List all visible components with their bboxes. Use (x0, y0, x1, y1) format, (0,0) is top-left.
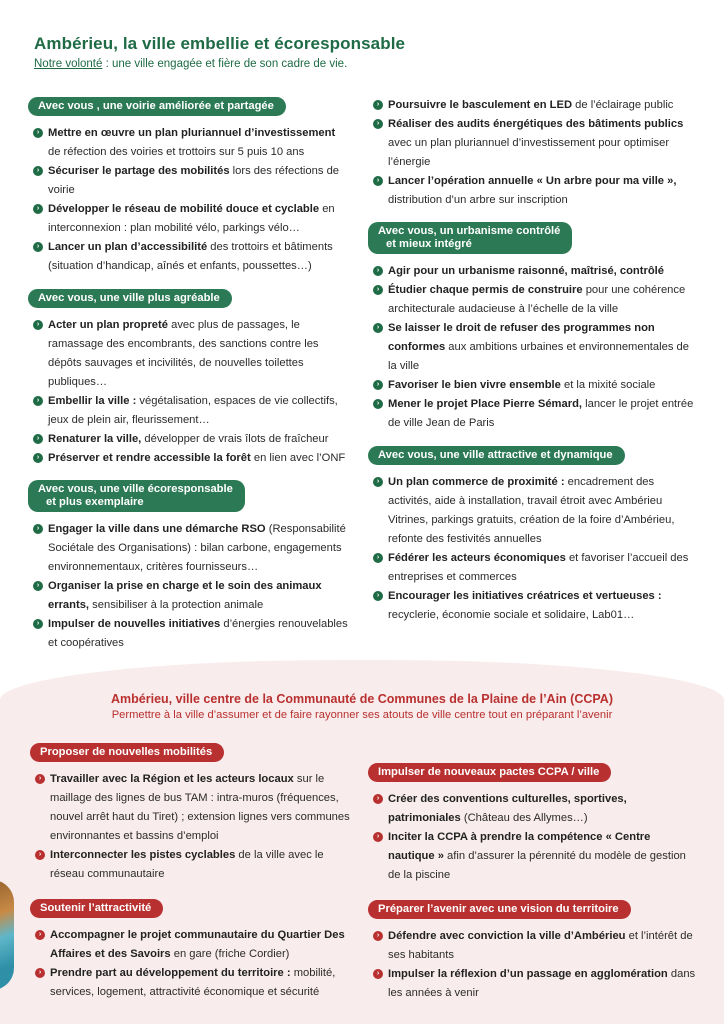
section-title (368, 763, 611, 782)
left-column (28, 96, 348, 665)
chevron-right-icon: › (373, 323, 383, 333)
section (368, 445, 698, 625)
chevron-right-icon: › (33, 396, 43, 406)
item-bold-text: Mener le projet Place Pierre Sémard, (388, 398, 583, 410)
item-bold-text: Inciter la CCPA à prendre la compétence « Centre nautique » (388, 831, 651, 862)
list-item (28, 449, 348, 468)
list-item (28, 238, 348, 276)
list-item (28, 200, 348, 238)
ccpa-title: Ambérieu, ville centre de la Communauté de Communes de la Plaine de l’Ain (CCPA) (111, 692, 613, 706)
item-text: sensibiliser à la protection animale (89, 599, 264, 611)
chevron-right-icon: › (373, 399, 383, 409)
item-bold-text: Embellir la ville : (48, 395, 137, 407)
page-title: Ambérieu, la ville embellie et écoresponsable (34, 34, 406, 53)
section (368, 222, 698, 433)
list-item (30, 846, 350, 884)
chevron-right-icon: › (33, 453, 43, 463)
item-text: d’énergies renouvelables et coopératives (48, 618, 348, 649)
list-item (30, 964, 350, 1002)
item-text: pour une cohérence architecturale audacieuse à l’échelle de la ville (388, 284, 686, 315)
item-bold-text: Lancer l’opération annuelle « Un arbre pour ma ville », (388, 175, 677, 187)
item-text: avec un plan pluriannuel d’investissement pour optimiser l’énergie (388, 137, 670, 168)
chevron-right-icon: › (373, 832, 383, 842)
ccpa-subtitle: Permettre à la ville d’assumer et de faire rayonner ses atouts de ville centre tout en préparant l’avenir (111, 709, 613, 721)
item-text: afin d’assurer la pérennité du modèle de gestion de la piscine (388, 850, 686, 881)
section-title (30, 743, 224, 762)
item-text: et l’intérêt de ses habitants (388, 930, 693, 961)
section-title-line: Préparer l’avenir avec une vision du territoire (378, 903, 619, 915)
list-item (28, 430, 348, 449)
chevron-right-icon: › (373, 477, 383, 487)
item-text: mobilité, services, logement, attractivité économique et sécurité (50, 967, 336, 998)
chevron-right-icon: › (33, 242, 43, 252)
item-list (30, 926, 350, 1002)
chevron-right-icon: › (373, 794, 383, 804)
item-bold-text: Engager la ville dans une démarche RSO (48, 523, 266, 535)
item-text: en interconnexion : plan mobilité vélo, parkings vélo… (48, 203, 335, 234)
item-text: végétalisation, espaces de vie collectifs, jeux de plein air, fleurissement… (48, 395, 338, 426)
chevron-right-icon: › (373, 176, 383, 186)
item-text: de réfection des voiries et trottoirs sur 5 puis 10 ans (48, 146, 305, 158)
section-title-line: et mieux intégré (386, 238, 472, 250)
chevron-right-icon: › (373, 100, 383, 110)
section-title (28, 289, 232, 308)
subtitle-lead: Notre volonté (34, 58, 103, 70)
item-text: en gare (friche Cordier) (170, 948, 290, 960)
chevron-right-icon: › (33, 320, 43, 330)
item-bold-text: Réaliser des audits énergétiques des bâtiments publics (388, 118, 684, 130)
chevron-right-icon: › (373, 931, 383, 941)
section (368, 762, 698, 885)
list-item (368, 828, 698, 885)
list-item (368, 376, 698, 395)
list-item (368, 927, 698, 965)
chevron-right-icon: › (33, 581, 43, 591)
item-text: et favoriser l’accueil des entreprises et commerces (388, 552, 689, 583)
item-bold-text: Développer le réseau de mobilité douce et cyclable (48, 203, 320, 215)
item-bold-text: Acter un plan propreté (48, 319, 168, 331)
chevron-right-icon: › (373, 969, 383, 979)
item-bold-text: Impulser de nouvelles initiatives (48, 618, 221, 630)
item-bold-text: Préserver et rendre accessible la forêt (48, 452, 251, 464)
item-bold-text: Sécuriser le partage des mobilités (48, 165, 230, 177)
item-bold-text: Lancer un plan d’accessibilité (48, 241, 208, 253)
section-title-line: Avec vous, un urbanisme contrôlé (378, 225, 561, 237)
section-title-line: Avec vous , une voirie améliorée et partagée (38, 100, 274, 112)
list-item (368, 115, 698, 172)
chevron-right-icon: › (373, 266, 383, 276)
list-item (28, 577, 348, 615)
item-text: en lien avec l’ONF (250, 452, 346, 464)
item-bold-text: Renaturer la ville, (48, 433, 142, 445)
item-bold-text: Se laisser le droit de refuser des programmes non conformes (388, 322, 655, 353)
list-item (368, 319, 698, 376)
item-text: lors des réfections de voirie (48, 165, 340, 196)
chevron-right-icon: › (373, 591, 383, 601)
chevron-right-icon: › (33, 128, 43, 138)
item-bold-text: Interconnecter les pistes cyclables (50, 849, 236, 861)
item-bold-text: Accompagner le projet communautaire du Quartier Des Affaires et des Savoirs (50, 929, 345, 960)
list-item (368, 965, 698, 1003)
chevron-right-icon: › (373, 553, 383, 563)
item-text: sur le maillage des lignes de bus TAM : intra-muros (fréquences, nouvel arrêt haut du Tiret) ; extension lignes vers communes environnantes et bassins d’emploi (50, 773, 350, 842)
item-text: de la ville avec le réseau communautaire (50, 849, 324, 880)
item-bold-text: Prendre part au développement du territoire : (50, 967, 291, 979)
section-title-line: Soutenir l’attractivité (40, 902, 152, 914)
page-header (34, 34, 694, 70)
section-title-line: Impulser de nouveaux pactes CCPA / ville (378, 766, 600, 778)
chevron-right-icon: › (33, 524, 43, 534)
section-title-line: Avec vous, une ville écoresponsable (38, 483, 233, 495)
item-list (28, 316, 348, 468)
item-text: avec plus de passages, le ramassage des encombrants, des sanctions contre les dépôts sauvages et incivilités, de nouvelles toilettes publiques… (48, 319, 319, 388)
list-item (28, 162, 348, 200)
section-title-line: Avec vous, une ville attractive et dynamique (378, 449, 613, 461)
pool-photo-fragment (0, 880, 14, 990)
section-title-line: et plus exemplaire (46, 496, 144, 508)
item-text: de l’éclairage public (572, 99, 674, 111)
list-item (368, 281, 698, 319)
chevron-right-icon: › (373, 285, 383, 295)
item-text: dans les années à venir (388, 968, 696, 999)
item-bold-text: Étudier chaque permis de construire (388, 284, 583, 296)
list-item (368, 96, 698, 115)
chevron-right-icon: › (33, 619, 43, 629)
item-bold-text: Fédérer les acteurs économiques (388, 552, 566, 564)
ccpa-right-column (368, 762, 698, 1017)
list-item (28, 520, 348, 577)
section (30, 742, 350, 884)
item-text: des trottoirs et bâtiments (situation d’handicap, aînés et enfants, poussettes…) (48, 241, 333, 272)
item-text: aux ambitions urbaines et environnementales de la ville (388, 341, 689, 372)
section-title-line: Avec vous, une ville plus agréable (38, 292, 220, 304)
list-item (368, 587, 698, 625)
item-bold-text: Un plan commerce de proximité : (388, 476, 565, 488)
chevron-right-icon: › (33, 166, 43, 176)
item-list (368, 790, 698, 885)
section (30, 898, 350, 1002)
ccpa-left-column (30, 742, 350, 1016)
chevron-right-icon: › (35, 930, 45, 940)
item-bold-text: Créer des conventions culturelles, sportives, patrimoniales (388, 793, 627, 824)
list-item (368, 172, 698, 210)
item-text: (Château des Allymes…) (460, 812, 588, 824)
section (368, 899, 698, 1003)
section-title (368, 900, 631, 919)
chevron-right-icon: › (35, 850, 45, 860)
list-item (28, 124, 348, 162)
chevron-right-icon: › (373, 119, 383, 129)
section (28, 288, 348, 468)
item-list (368, 96, 698, 210)
item-list (368, 927, 698, 1003)
list-item (368, 262, 698, 281)
item-list (368, 262, 698, 433)
chevron-right-icon: › (33, 204, 43, 214)
item-bold-text: Favoriser le bien vivre ensemble (388, 379, 561, 391)
list-item (368, 395, 698, 433)
list-item (30, 926, 350, 964)
item-bold-text: Mettre en œuvre un plan pluriannuel d’investissement (48, 127, 336, 139)
ccpa-header (0, 692, 724, 721)
page-subtitle (34, 58, 694, 70)
item-list (28, 520, 348, 653)
section-title (368, 222, 572, 254)
list-item (368, 473, 698, 549)
item-bold-text: Encourager les initiatives créatrices et vertueuses : (388, 590, 662, 602)
section-title (368, 446, 625, 465)
item-text: distribution d’un arbre sur inscription (388, 194, 568, 206)
section-title (28, 480, 245, 512)
item-text: (Responsabilité Sociétale des Organisations) : bilan carbone, engagements environnementaux, critères fournisseurs… (48, 523, 346, 573)
chevron-right-icon: › (373, 380, 383, 390)
item-text: encadrement des activités, aide à installation, travail étroit avec Ambérieu Vitrines, parkings gratuits, création de la foire d’Ambérieu, refonte des festivités annuelles (388, 476, 675, 545)
chevron-right-icon: › (35, 774, 45, 784)
list-item (368, 549, 698, 587)
item-text: et la mixité sociale (560, 379, 656, 391)
item-bold-text: Défendre avec conviction la ville d’Ambérieu (388, 930, 626, 942)
section-title (28, 97, 286, 116)
item-bold-text: Poursuivre le basculement en LED (388, 99, 573, 111)
item-bold-text: Travailler avec la Région et les acteurs locaux (50, 773, 294, 785)
chevron-right-icon: › (35, 968, 45, 978)
list-item (30, 770, 350, 846)
item-bold-text: Agir pour un urbanisme raisonné, maîtrisé, contrôlé (388, 265, 665, 277)
section-title-line: Proposer de nouvelles mobilités (40, 746, 213, 758)
section-title (30, 899, 163, 918)
item-list (368, 473, 698, 625)
right-column (368, 96, 698, 637)
item-list (30, 770, 350, 884)
list-item (28, 615, 348, 653)
section (28, 96, 348, 276)
item-list (28, 124, 348, 276)
subtitle-text: : une ville engagée et fière de son cadre de vie. (102, 58, 348, 70)
list-item (28, 392, 348, 430)
chevron-right-icon: › (33, 434, 43, 444)
item-bold-text: Impulser la réflexion d’un passage en agglomération (388, 968, 668, 980)
item-text: développer de vrais îlots de fraîcheur (141, 433, 329, 445)
item-text: lancer le projet entrée de ville Jean de Paris (388, 398, 694, 429)
section (28, 480, 348, 653)
list-item (28, 316, 348, 392)
list-item (368, 790, 698, 828)
item-text: recyclerie, économie sociale et solidaire, Lab01… (388, 609, 635, 621)
item-bold-text: Organiser la prise en charge et le soin des animaux errants, (48, 580, 322, 611)
